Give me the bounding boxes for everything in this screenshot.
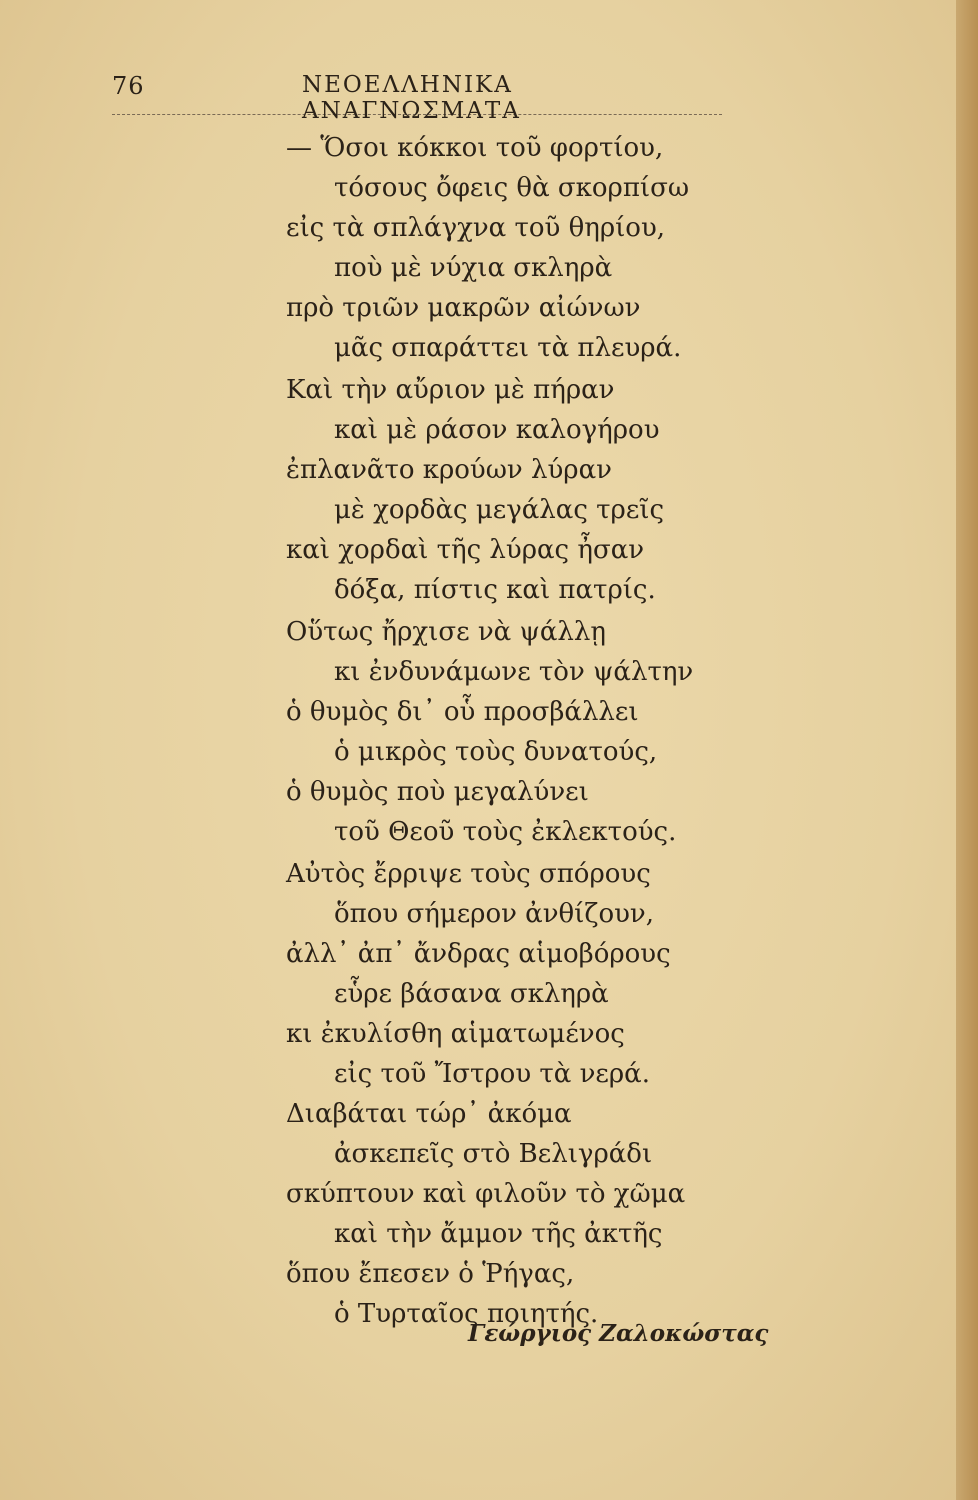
poem-line: δόξα, πίστις καὶ πατρίς. <box>334 575 656 605</box>
poem-line: καὶ μὲ ράσον καλογήρου <box>334 415 660 445</box>
poem-line: Αὐτὸς ἔρριψε τοὺς σπόρους <box>286 859 651 889</box>
poem-line: τοῦ Θεοῦ τοὺς ἐκλεκτούς. <box>334 817 677 847</box>
running-title: ΝΕΟΕΛΛΗΝΙΚΑ ΑΝΑΓΝΩΣΜΑΤΑ <box>302 72 521 124</box>
poem-line: ὁ Τυρταῖος ποιητής. <box>334 1299 599 1329</box>
page-header <box>112 64 722 124</box>
poem-line: μὲ χορδὰς μεγάλας τρεῖς <box>334 495 665 525</box>
poem-line: Οὕτως ἤρχισε νὰ ψάλλῃ <box>286 617 606 647</box>
poem-line: κι ἐνδυνάμωνε τὸν ψάλτην <box>334 657 694 687</box>
poem-line: ἐπλανᾶτο κρούων λύραν <box>286 455 612 485</box>
poem-line: ἀσκεπεῖς στὸ Βελιγράδι <box>334 1139 653 1169</box>
poem-line: καὶ τὴν ἄμμον τῆς ἀκτῆς <box>334 1219 663 1249</box>
poem-line: πρὸ τριῶν μακρῶν αἰώνων <box>286 293 641 323</box>
poem-line: μᾶς σπαράττει τὰ πλευρά. <box>334 333 682 363</box>
poem-line: — Ὅσοι κόκκοι τοῦ φορτίου, <box>286 133 664 163</box>
poem-line: εἰς τοῦ Ἴστρου τὰ νερά. <box>334 1059 650 1089</box>
poem-line: ὅπου σήμερον ἀνθίζουν, <box>334 899 654 929</box>
author-signature: Γεώργιος Ζαλοκώστας <box>468 1320 769 1347</box>
poem-line: ὁ θυμὸς δι᾽ οὗ προσβάλλει <box>286 697 639 727</box>
poem-line: ποὺ μὲ νύχια σκληρὰ <box>334 253 613 283</box>
poem-line: ὁ θυμὸς ποὺ μεγαλύνει <box>286 777 589 807</box>
poem-line: εἰς τὰ σπλάγχνα τοῦ θηρίου, <box>286 213 666 243</box>
poem-line: ὅπου ἔπεσεν ὁ Ῥήγας, <box>286 1259 575 1289</box>
poem-line: Καὶ τὴν αὔριον μὲ πήραν <box>286 375 615 405</box>
poem-line: ὁ μικρὸς τοὺς δυνατούς, <box>334 737 658 767</box>
poem-line: εὗρε βάσανα σκληρὰ <box>334 979 609 1009</box>
poem-line: κι ἐκυλίσθη αἱματωμένος <box>286 1019 625 1049</box>
page-edge <box>956 0 978 1500</box>
poem-line: ἀλλ᾽ ἀπ᾽ ἄνδρας αἱμοβόρους <box>286 939 671 969</box>
page-number: 76 <box>112 72 145 100</box>
poem-line: καὶ χορδαὶ τῆς λύρας ἦσαν <box>286 535 645 565</box>
poem-line: σκύπτουν καὶ φιλοῦν τὸ χῶμα <box>286 1179 686 1209</box>
poem-line: Διαβάται τώρ᾽ ἀκόμα <box>286 1099 572 1129</box>
poem-line: τόσους ὄφεις θὰ σκορπίσω <box>334 173 690 203</box>
